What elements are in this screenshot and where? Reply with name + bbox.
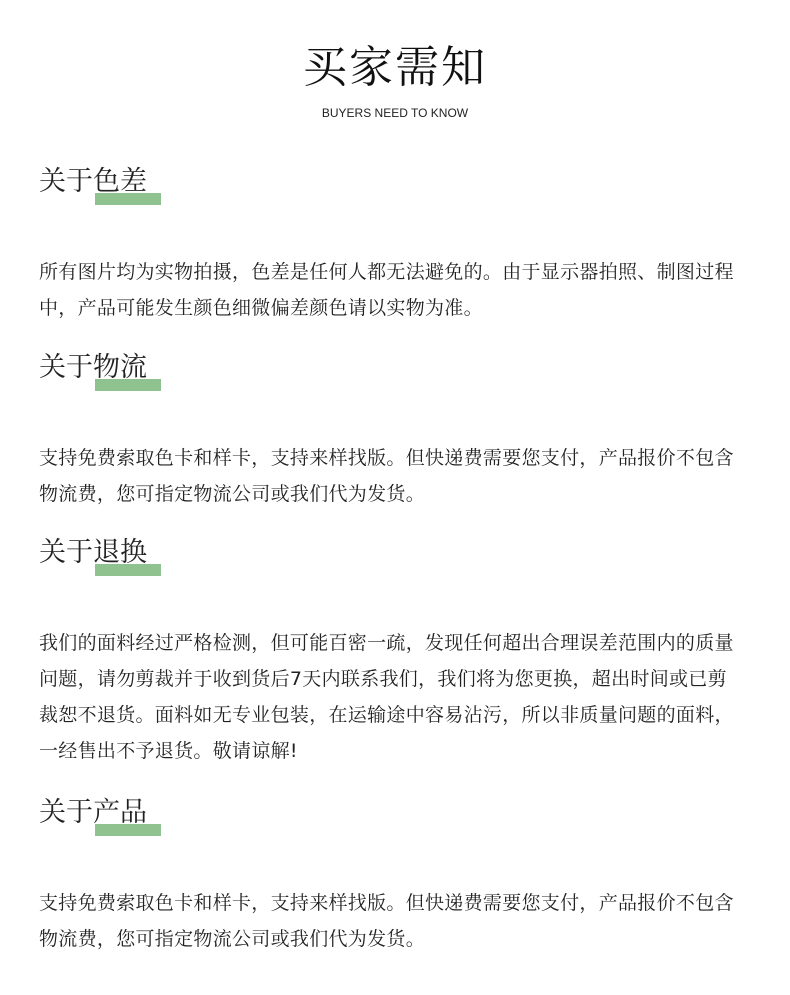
heading-topic: 产品 bbox=[93, 797, 147, 828]
heading-topic: 物流 bbox=[93, 352, 147, 383]
heading-prefix: 关于 bbox=[39, 352, 93, 383]
section-color-difference bbox=[39, 162, 739, 326]
page-subtitle: BUYERS NEED TO KNOW bbox=[321, 106, 469, 120]
section-body: 所有图片均为实物拍摄，色差是任何人都无法避免的。由于显示器拍照、制图过程中，产品可能发生颜色细微偏差颜色请以实物为准。 bbox=[39, 261, 734, 319]
section-logistics bbox=[39, 348, 739, 512]
section-heading bbox=[39, 162, 739, 208]
section-heading bbox=[39, 348, 739, 394]
page-title: 买家需知 bbox=[303, 42, 487, 93]
section-heading bbox=[39, 793, 739, 839]
page-header bbox=[0, 40, 790, 120]
section-body: 支持免费索取色卡和样卡，支持来样找版。但快递费需要您支付，产品报价不包含物流费，您可指定物流公司或我们代为发货。 bbox=[39, 447, 734, 505]
heading-topic: 色差 bbox=[93, 166, 147, 197]
section-returns bbox=[39, 533, 739, 769]
heading-topic: 退换 bbox=[93, 537, 147, 568]
heading-prefix: 关于 bbox=[39, 166, 93, 197]
heading-prefix: 关于 bbox=[39, 797, 93, 828]
section-products bbox=[39, 793, 739, 957]
section-heading bbox=[39, 533, 739, 579]
section-body: 我们的面料经过严格检测，但可能百密一疏，发现任何超出合理误差范围内的质量问题，请勿剪裁并于收到货后7天内联系我们，我们将为您更换，超出时间或已剪裁恕不退货。面料如无专业包装，在运输途中容易沾污，所以非质量问题的面料，一经售出不予退货。敬请谅解! bbox=[39, 632, 734, 762]
section-body: 支持免费索取色卡和样卡，支持来样找版。但快递费需要您支付，产品报价不包含物流费，您可指定物流公司或我们代为发货。 bbox=[39, 892, 734, 950]
heading-prefix: 关于 bbox=[39, 537, 93, 568]
